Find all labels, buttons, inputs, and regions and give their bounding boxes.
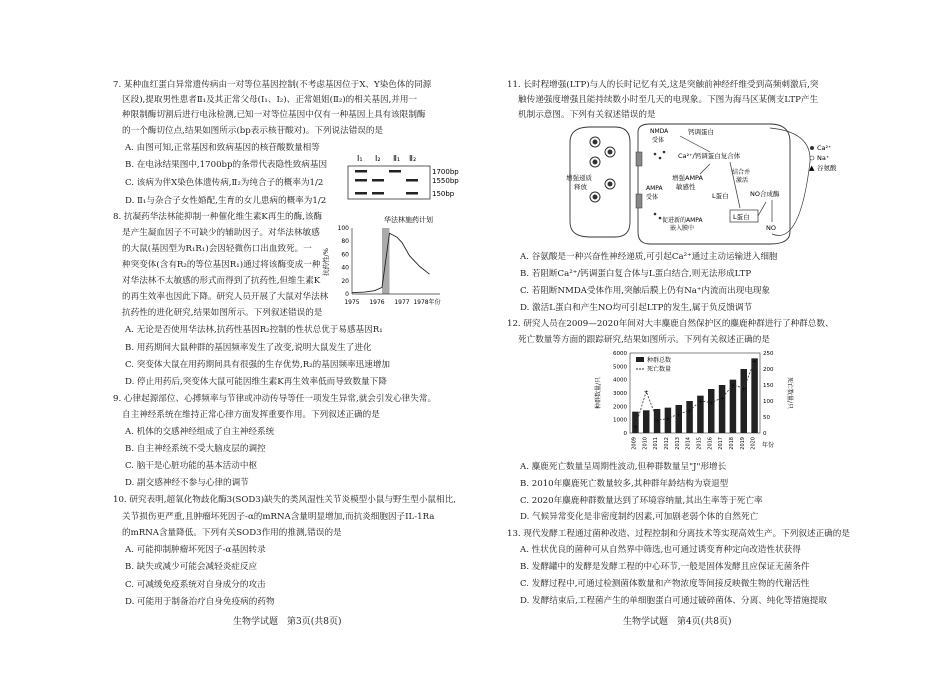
q11-stem-2: 触传递强度增强且能持续数小时至几天的电现象。下图为海马区某侧支LTP产生 [518,95,819,105]
x-tick-label: 2013 [674,437,681,450]
x-tick-label: 1977 [394,299,410,306]
enhance-release-label: 释放 [574,183,587,191]
death-point: + [665,416,671,424]
y-tick-label: 40 [341,264,349,272]
death-point: + [697,398,703,406]
death-point: + [687,408,693,416]
gel-band-label: 1700bp [432,168,459,176]
l-protein-label: L蛋白 [733,213,750,221]
gel-lane-label: Ⅱ₂ [409,154,417,163]
y-tick-label: 100 [337,225,349,232]
population-bar [686,401,693,433]
vesicle-label: 促进新的AMPA [662,217,703,224]
left-tick-label: 5000 [613,364,627,371]
gel-band [406,192,418,195]
x-axis-label: 年份 [762,442,775,449]
gel-lane-label: Ⅰ₂ [375,154,381,163]
left-tick-label: 4000 [613,377,627,384]
calmodulin-label: 钙调蛋白 [688,128,714,136]
death-point: + [719,395,725,403]
legend-bar-swatch [636,357,644,362]
q8-stem-5: 对华法林不太敏感的形式而得到了抗药性,但维生素K [122,276,321,286]
q7-stem-4: 的一个酶切位点,结果如图所示(bp表示核苷酸对)。下列说法错误的是 [122,126,384,136]
page-3-footer: 生物学试题 第3页(共8页) [233,617,342,627]
resistance-line [352,233,430,292]
legend-total: 种群总数 [647,357,672,364]
gel-band-label: 150bp [432,190,455,198]
right-tick-label: 150 [763,383,774,389]
q8-stem-3: 的大鼠(基因型为R₁R₁)会因轻微伤口出血致死。一 [122,244,312,254]
x-tick-label: 2020 [750,437,757,450]
q7-stem-2: 区段),提取男性患者Ⅱ₁及其正常父母(Ⅰ₁、Ⅰ₂)、正常姐姐(Ⅱ₂)的相关基因,并用一 [122,95,418,105]
q11-stem-1: 11. 长时程增强(LTP)与人的长时记忆有关,这是突触前神经纤维受到高频刺激后,突 [507,80,819,90]
q8-option-b: B. 用药期间大鼠种群的基因频率发生了改变,说明大鼠发生了进化 [125,343,372,353]
nmda-receptor-label: 受体 [652,137,665,144]
l-protein-label: L蛋白 [712,192,729,200]
left-tick-label: 1000 [613,417,627,424]
q10-stem-3: 的mRNA含量降低。下列有关SOD3作用的推测,错误的是 [122,528,342,538]
left-tick-label: 3000 [613,391,627,397]
q11-option-d: D. 激活L蛋白和产生NO均可引起LTP的发生,属于负反馈调节 [520,303,753,313]
legend-glu: 谷氨酸 [817,164,837,172]
q10-option-b: B. 缺失或减少可能会减轻炎症反应 [125,562,258,572]
x-tick-label: 1978年份 [413,299,441,306]
q7-stem-1: 7. 某种血红蛋白异常遗传病由一对等位基因控制(不考虑基因位于X、Y染色体的同源 [113,80,432,90]
q12-option-d: D. 气候异常变化是非密度制约因素,可加剧老弱个体的自然死亡 [520,512,759,522]
q8-option-a: A. 无论是否使用华法林,抗药性基因R₂控制的性状总优于易感基因R₁ [125,325,383,335]
y-tick-label: 20 [341,277,349,285]
right-tick-label: 200 [763,367,774,373]
x-tick-label: 1975 [344,299,360,306]
right-tick-label: 250 [763,351,774,357]
combine-label: 激活 [736,177,749,184]
gel-lane-label: Ⅰ₁ [357,154,363,163]
legend-ca: Ca²⁺ [817,144,832,152]
population-bar [676,405,683,433]
death-point: + [632,424,638,432]
death-point: + [752,358,758,366]
q13-option-b: B. 发酵罐中的发酵是发酵工程的中心环节,一般是固体发酵且应保证无菌条件 [520,562,810,572]
no-synthase-label: NO合成酶 [750,190,780,198]
q8-stem-4: 种突变体(含有R₂的等位基因R₁)通过将该酶变成一种 [122,260,321,270]
ampa-enhance-label: 增强AMPA [672,174,704,182]
x-tick-label: 2019 [739,437,746,450]
population-bar [643,410,650,433]
q11-option-b: B. 若阻断Ca²⁺/钙调蛋白复合体与L蛋白结合,则无法形成LTP [520,269,752,279]
q12-stem-2: 死亡数量等方面的跟踪研究,结果如图所示。下列有关叙述正确的是 [518,335,770,345]
ampa-receptor-label: 受体 [646,194,659,201]
q10-option-c: C. 可减缓免疫系统对自身成分的攻击 [125,580,266,590]
q9-option-a: A. 机体的交感神经组成了自主神经系统 [125,427,275,437]
q12-stem-1: 12. 研究人员在2009—2020年间对大丰麋鹿自然保护区的麋鹿种群进行了种群总数、 [507,319,834,329]
ampa-enhance-label: 敏感性 [676,183,696,191]
q13-option-a: A. 性状优良的菌种可从自然界中筛选,也可通过诱变育种定向改造性状获得 [520,545,801,555]
no-label: NO [766,224,776,232]
nmda-receptor [636,152,642,166]
q8-stem-6: 的再生效率也因此下降。研究人员开展了大鼠对华法林 [122,292,329,302]
ampa-receptor [636,194,642,208]
q7-stem-3: 种限制酶切割后进行电泳检测,已知一对等位基因中仅有一种基因上具有该限制酶 [122,110,426,120]
death-point: + [730,382,736,390]
population-bar [751,358,758,433]
legend-glu-symbol: ▲ [809,164,815,172]
x-tick-label: 2018 [728,437,735,450]
death-point: + [741,385,747,393]
gel-band [406,179,418,182]
q8-option-c: C. 突变体大鼠在用药期间具有很强的生存优势,R₂的基因频率迅速增加 [125,360,391,370]
gel-band [355,192,367,195]
x-tick-label: 2011 [653,437,660,450]
q10-stem-1: 10. 研究表明,超氧化物歧化酶3(SOD3)缺失的类风湿性关节炎模型小鼠与野生型小鼠相比, [113,495,456,505]
x-tick-label: 2016 [707,437,714,450]
q10-stem-2: 关节损伤更严重,且肿瘤坏死因子-α的mRNA含量明显增加,而抗炎细胞因子IL-1Ra [122,512,435,522]
gel-lane-label: Ⅱ₁ [393,154,401,163]
enhance-release-label: 增强递质 [566,174,592,182]
vesicles [590,137,615,202]
death-point: + [643,388,649,396]
gel-band-label: 1550bp [432,177,459,185]
y-tick-label: 0 [345,291,349,298]
legend-ca-dot [810,146,814,150]
population-bar [741,369,748,433]
q7-option-a: A. 由图可知,正常基因和致病基因的核苷酸数量相等 [125,143,320,153]
chart-title: 华法林施药计划 [384,216,433,224]
q8-stem-7: 抗药性的进化研究,结果如图所示。下列叙述错误的是 [122,308,323,318]
q9-stem-1: 9. 心律起源部位、心搏频率与节律或冲动传导等任一项发生异常,就会引发心律失常。 [113,394,437,404]
q8-warfarin-chart [322,212,462,308]
q8-stem-2: 是产生凝血因子不可缺少的辅助因子。对华法林敏感 [122,228,320,238]
q11-stem-3: 机制示意图。下列有关叙述错误的是 [518,110,656,120]
q7-option-c: C. 该病为伴X染色体遗传病,Ⅱ₂为纯合子的概率为1/2 [125,178,324,188]
right-tick-label: 50 [763,415,770,421]
x-tick-label: 2009 [631,437,638,450]
q12-option-c: C. 2020年麋鹿种群数量达到了环境容纳量,其出生率等于死亡率 [520,496,763,506]
q12-deer-chart [592,345,802,460]
complex-label: Ca²⁺/钙调蛋白复合体 [678,152,741,160]
gel-band [372,192,384,195]
q8-option-d: D. 停止用药后,突变体大鼠可能因维生素K再生效率低而导致数量下降 [125,377,387,387]
left-tick-label: 2000 [613,404,627,411]
population-bar [719,385,726,433]
gel-band [355,170,367,173]
left-tick-label: 0 [623,431,627,437]
q11-ltp-diagram [560,122,850,250]
left-axis-label: 种群数量/只 [595,376,602,410]
q10-option-a: A. 可能抑制肿瘤坏死因子-α基因转录 [125,545,266,555]
q7-gel-figure [345,150,459,202]
vesicle-label: 嵌入膜中 [670,225,695,232]
y-tick-label: 80 [341,238,349,246]
q10-option-d: D. 可能用于制备治疗自身免疫病的药物 [125,597,275,607]
q13-stem-1: 13. 现代发酵工程通过菌种改造、过程控制和分离技术等实现高效生产。下列叙述正确的是 [507,529,850,539]
ampa-label: AMPA [646,185,663,192]
legend-na-dot [810,156,814,160]
q9-stem-2: 自主神经系统在维持正常心律方面发挥重要作用。下列叙述正确的是 [122,410,380,420]
q7-option-d: D. Ⅱ₁与杂合子女性婚配,生育的女儿患病的概率为1/2 [125,196,327,206]
legend-na: Na⁺ [817,154,830,162]
legend-death: 死亡数量 [647,366,672,373]
nmda-label: NMDA [650,128,669,135]
y-tick-label: 60 [341,251,349,259]
q9-option-b: B. 自主神经系统不受大脑皮层的调控 [125,444,266,454]
population-bar [708,389,715,433]
combine-label: 结合并 [732,169,751,176]
q12-option-a: A. 麋鹿死亡数量呈周期性波动,但种群数量呈"J"形增长 [520,462,727,472]
y-axis-label: 抗药性/% [322,248,330,276]
q7-option-b: B. 在电泳结果图中,1700bp的条带代表隐性致病基因 [125,160,328,170]
q9-option-c: C. 脑干是心脏功能的基本活动中枢 [125,461,258,471]
x-tick-label: 2014 [685,437,692,450]
x-tick-label: 2015 [696,437,703,450]
q11-option-c: C. 若阻断NMDA受体作用,突触后膜上仍有Na⁺内流而出现电现象 [520,286,771,296]
q12-option-b: B. 2010年麋鹿死亡数量较多,其种群年龄结构为衰退型 [520,479,729,489]
q8-stem-1: 8. 抗凝药华法林能抑制一种催化维生素K再生的酶,该酶 [113,212,323,222]
left-tick-label: 6000 [613,351,627,357]
gel-band [372,179,384,182]
gel-band [389,170,401,173]
right-tick-label: 0 [763,431,767,437]
x-tick-label: 2017 [718,437,725,450]
x-tick-label: 1976 [369,299,385,306]
right-axis-label: 死亡数量/只 [786,376,793,410]
x-tick-label: 2012 [663,437,670,450]
right-tick-label: 100 [763,399,774,405]
death-point: + [676,411,682,419]
x-tick-label: 2010 [642,437,649,450]
gel-band [355,179,367,182]
q11-option-a: A. 谷氨酸是一种兴奋性神经递质,可引起Ca²⁺通过主动运输进入细胞 [520,252,778,262]
death-point: + [708,400,714,408]
page-4-footer: 生物学试题 第4页(共8页) [623,617,732,627]
death-point: + [654,417,660,425]
q9-option-d: D. 副交感神经不参与心律的调节 [125,478,249,488]
q13-option-c: C. 发酵过程中,可通过检测菌体数量和产物浓度等间接反映微生物的代谢活性 [520,579,810,589]
q13-option-d: D. 发酵结束后,工程菌产生的单细胞蛋白可通过破碎菌体、分离、纯化等措施提取 [520,596,827,606]
